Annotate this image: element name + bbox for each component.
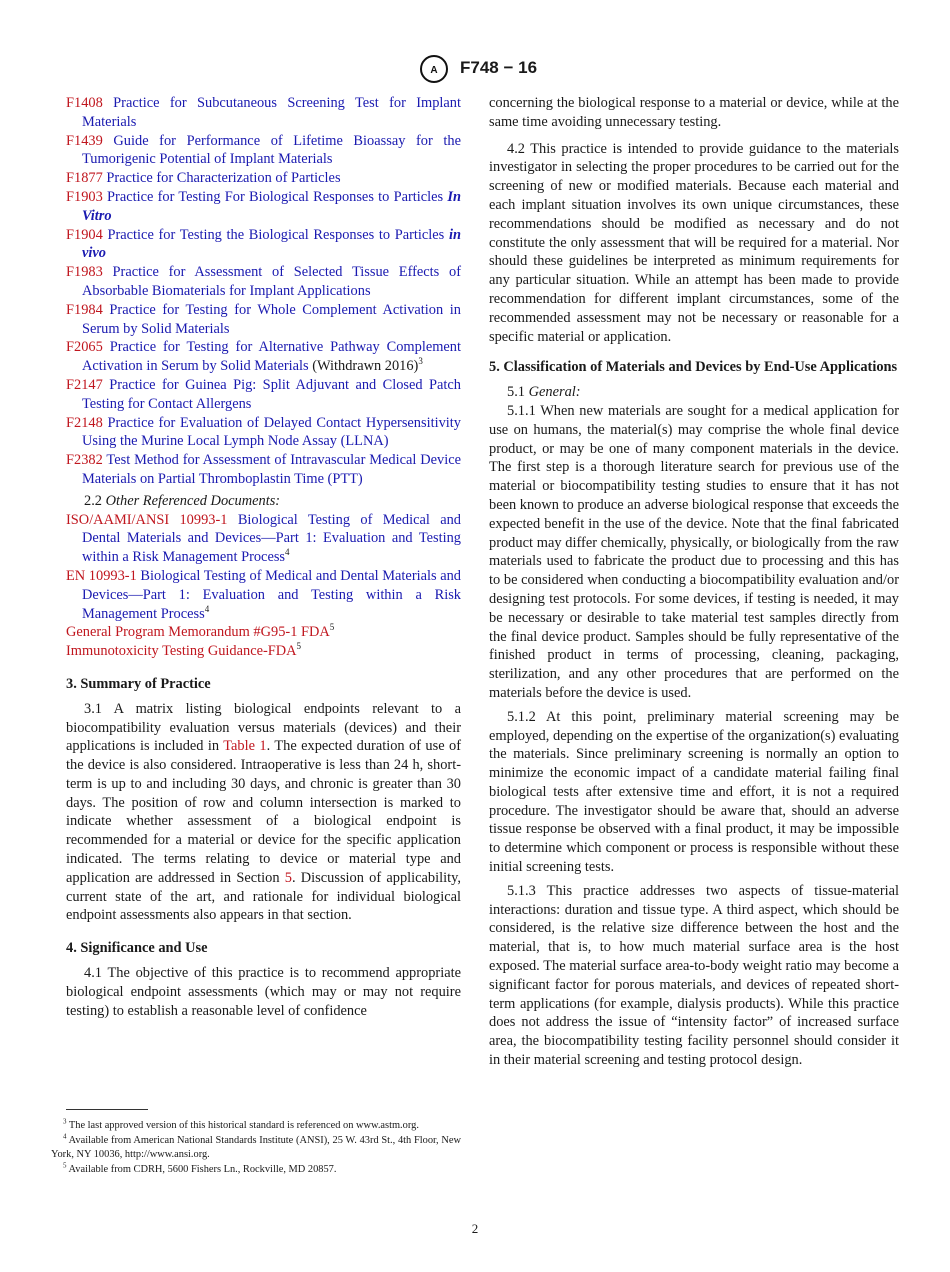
section-3-heading: 3. Summary of Practice	[66, 675, 211, 692]
reference-item	[66, 642, 461, 661]
reference-item	[66, 301, 461, 339]
svg-text:A: A	[430, 65, 438, 76]
footnote	[51, 1119, 461, 1134]
reference-code[interactable]: F1983	[66, 264, 103, 281]
section-label: Other Referenced Documents:	[105, 492, 281, 509]
reference-title[interactable]: Practice for Evaluation of Delayed Contact Hypersensitivity Using the Murine Local Lymph Node Assay (LLNA)	[82, 414, 461, 450]
footnote-marker: 3	[418, 356, 423, 367]
section-4-1-continued: concerning the biological response to a material or device, while at the same time avoiding unnecessary testing.	[489, 95, 899, 130]
section-4-1: 4.1 The objective of this practice is to recommend appropriate biological endpoint assessments (which may or may not require testing) to establish a reasonable level of confidence	[66, 965, 461, 1019]
footnote-text: Available from American National Standards Institute (ANSI), 25 W. 43rd St., 4th Floor, New York, NY 10036, http://www.ansi.org.	[51, 1134, 461, 1161]
reference-title-italic[interactable]: In Vitro	[82, 188, 461, 224]
reference-item	[66, 451, 461, 489]
footnote-number: 4	[63, 1132, 67, 1141]
page-number: 2	[471, 1221, 479, 1236]
section-4-heading: 4. Significance and Use	[66, 940, 208, 957]
footnote-marker: 4	[285, 547, 290, 558]
footnote-divider	[66, 1109, 148, 1110]
footnote-text: The last approved version of this historical standard is referenced on www.astm.org.	[66, 1120, 419, 1131]
section-number: 2.2	[84, 492, 102, 509]
reference-item	[66, 94, 461, 132]
reference-item	[66, 226, 461, 264]
reference-code[interactable]: General Program Memorandum #G95-1 FDA	[66, 624, 330, 641]
reference-title-italic[interactable]: in vivo	[82, 226, 461, 262]
reference-code[interactable]: F2382	[66, 452, 103, 469]
document-id: F748 − 16	[460, 58, 538, 77]
footnote-marker: 5	[329, 622, 335, 633]
reference-code[interactable]: F2065	[66, 339, 103, 356]
section-3-1: 3.1 A matrix listing biological endpoints relevant to a biocompatibility evaluation versus materials (devices) and their applications is included in Table 1. The expected duration of use of the device is also considered. Intraoperative is less than 24 h, short-term is up to and including 30 days, and chronic is greater than 30 days. The position of row and column intersection is marked to indicate whether assessment of a biological endpoint is recommended for a material or device for the specific application indicated. The terms relating to device or material type and application are addressed in Section 5. Discussion of applicability, current state of the art, and rationale for individual biological endpoint assessments also appears in that section.	[66, 700, 461, 924]
reference-code[interactable]: Immunotoxicity Testing Guidance-FDA	[66, 643, 297, 660]
reference-item	[66, 188, 461, 226]
reference-code[interactable]: F1904	[66, 226, 103, 243]
footnote-marker: 5	[296, 641, 302, 652]
reference-item	[66, 169, 461, 188]
reference-code[interactable]: F1408	[66, 95, 103, 111]
reference-code[interactable]: EN 10993-1	[66, 567, 137, 584]
reference-title[interactable]: Practice for Assessment of Selected Tissue Effects of Absorbable Biomaterials for Implant Applications	[82, 264, 461, 299]
reference-item	[66, 511, 461, 567]
section-5-link[interactable]: 5	[284, 869, 292, 886]
reference-title[interactable]: Practice for Guinea Pig: Split Adjuvant and Closed Patch Testing for Contact Allergens	[82, 376, 461, 412]
reference-code[interactable]: F1877	[66, 170, 103, 187]
reference-note: (Withdrawn 2016)	[308, 358, 419, 375]
footnote	[51, 1134, 461, 1163]
reference-title[interactable]: Practice for Characterization of Particles	[106, 170, 341, 187]
section-5-1-2: 5.1.2 At this point, preliminary material screening may be employed, depending on the expertise of the organization(s) evaluating the materials. Since preliminary screening is normally an option to minimize the economic impact of a candidate material failing final biological tests after extensive time and effort, it is not a required procedure. The investigator should be aware that, should an adverse tissue response be observed with a final product, it may be impossible to determine which component or process is responsible without these initial screening tests.	[489, 708, 899, 876]
reference-item	[66, 567, 461, 623]
reference-item	[66, 376, 461, 414]
section-4-2: 4.2 This practice is intended to provide guidance to the materials investigator in selecting the proper procedures to be carried out for the screening of new or modified materials. Because each material and each implant situation involves its own unique circumstances, these recommendations should be modified as necessary and do not constitute the only assessment that will be required for a material. Nor should these guidelines be interpreted as minimum requirements for any particular situation. While an attempt has been made to provide recommendation for different implant circumstances, some of the recommended assessment may not be necessary or reasonable for a specific material or application.	[489, 140, 899, 345]
reference-code[interactable]: F1984	[66, 301, 103, 318]
reference-item	[66, 623, 461, 642]
reference-title[interactable]: Practice for Testing for Alternative Pathway Complement Activation in Serum by Solid Materials	[82, 339, 461, 375]
footnote	[51, 1163, 461, 1178]
reference-item	[66, 132, 461, 170]
reference-code[interactable]: F2147	[66, 376, 103, 393]
reference-code[interactable]: F1439	[66, 132, 103, 149]
reference-item	[66, 338, 461, 376]
footnote-number: 5	[63, 1161, 67, 1170]
reference-title[interactable]: Practice for Subcutaneous Screening Test for Implant Materials	[82, 95, 461, 130]
table-1-link[interactable]: Table 1	[223, 738, 267, 755]
section-5-1-1: 5.1.1 When new materials are sought for a medical application for use on humans, the material(s) may comprise the whole final device product, or may be one of many component materials in the device. The first step is a thorough literature search for previous use of the material or biocompatibility testing studies to ensure that it has not been known to produce an adverse biological response that exceeds the expected benefit in the use of the device. Note that the final fabricated product may differ chemically, physically, or biologically from the raw materials used to fabricate the product due to processing and this has to be considered when conducting a biocompatibility evaluation and/or designing test protocols. For some devices, if testing is needed, it may be necessary or desirable to take material test samples directly from the final device product. Samples should be fully representative of the finished product in terms of processing, cleaning, packaging, sterilization, and any other procedures that are performed on the materials before the device is used.	[489, 402, 899, 701]
referenced-standards-list	[66, 94, 461, 489]
reference-title[interactable]: Practice for Testing the Biological Responses to Particles	[107, 226, 445, 243]
other-documents-list	[66, 511, 461, 661]
reference-title[interactable]: Practice for Testing for Whole Complement Activation in Serum by Solid Materials	[82, 301, 461, 337]
section-2-2	[66, 492, 461, 511]
right-column	[489, 94, 899, 1075]
reference-title[interactable]: Practice for Testing For Biological Responses to Particles	[107, 188, 444, 205]
footnote-text: Available from CDRH, 5600 Fishers Ln., Rockville, MD 20857.	[66, 1163, 337, 1175]
section-5-1-3: 5.1.3 This practice addresses two aspects of tissue-material interactions: duration and tissue type. A third aspect, which should be considered, is the relative size difference between the host and the material, that is, to how much material surface area is the host exposed. The material surface area-to-body weight ratio may become a significant factor for porous materials, and devices of repeated short-term applications (for example, dialysis products). While this practice does not address the issue of “intensity factor” of increased surface area, the biocompatibility testing facility personnel should consider it in their material screening and testing protocol design.	[489, 882, 899, 1069]
reference-title[interactable]: Biological Testing of Medical and Dental Materials and Devices—Part 1: Evaluation and Testing within a Risk Management Process	[82, 567, 461, 622]
astm-logo-icon	[416, 54, 452, 84]
left-column	[66, 94, 461, 1025]
reference-title[interactable]: Guide for Performance of Lifetime Bioassay for the Tumorigenic Potential of Implant Materials	[82, 132, 461, 168]
reference-item	[66, 414, 461, 452]
page-header	[0, 54, 950, 84]
footnote-number: 3	[63, 1117, 67, 1126]
footnote-marker: 4	[204, 603, 210, 614]
section-5-1: 5.1 General:	[507, 384, 581, 401]
reference-code[interactable]: F1903	[66, 188, 103, 205]
section-5-heading: 5. Classification of Materials and Devices by End-Use Applications	[489, 359, 898, 376]
reference-item	[66, 263, 461, 301]
reference-code[interactable]: F2148	[66, 414, 103, 431]
reference-title[interactable]: Biological Testing of Medical and Dental Materials and Devices—Part 1: Evaluation and Testing within a Risk Management Process	[82, 511, 462, 566]
reference-title[interactable]: Test Method for Assessment of Intravascular Medical Device Materials on Partial Thromboplastin Time (PTT)	[82, 452, 462, 487]
footnotes	[51, 1119, 461, 1177]
reference-code[interactable]: ISO/AAMI/ANSI 10993-1	[66, 511, 228, 528]
